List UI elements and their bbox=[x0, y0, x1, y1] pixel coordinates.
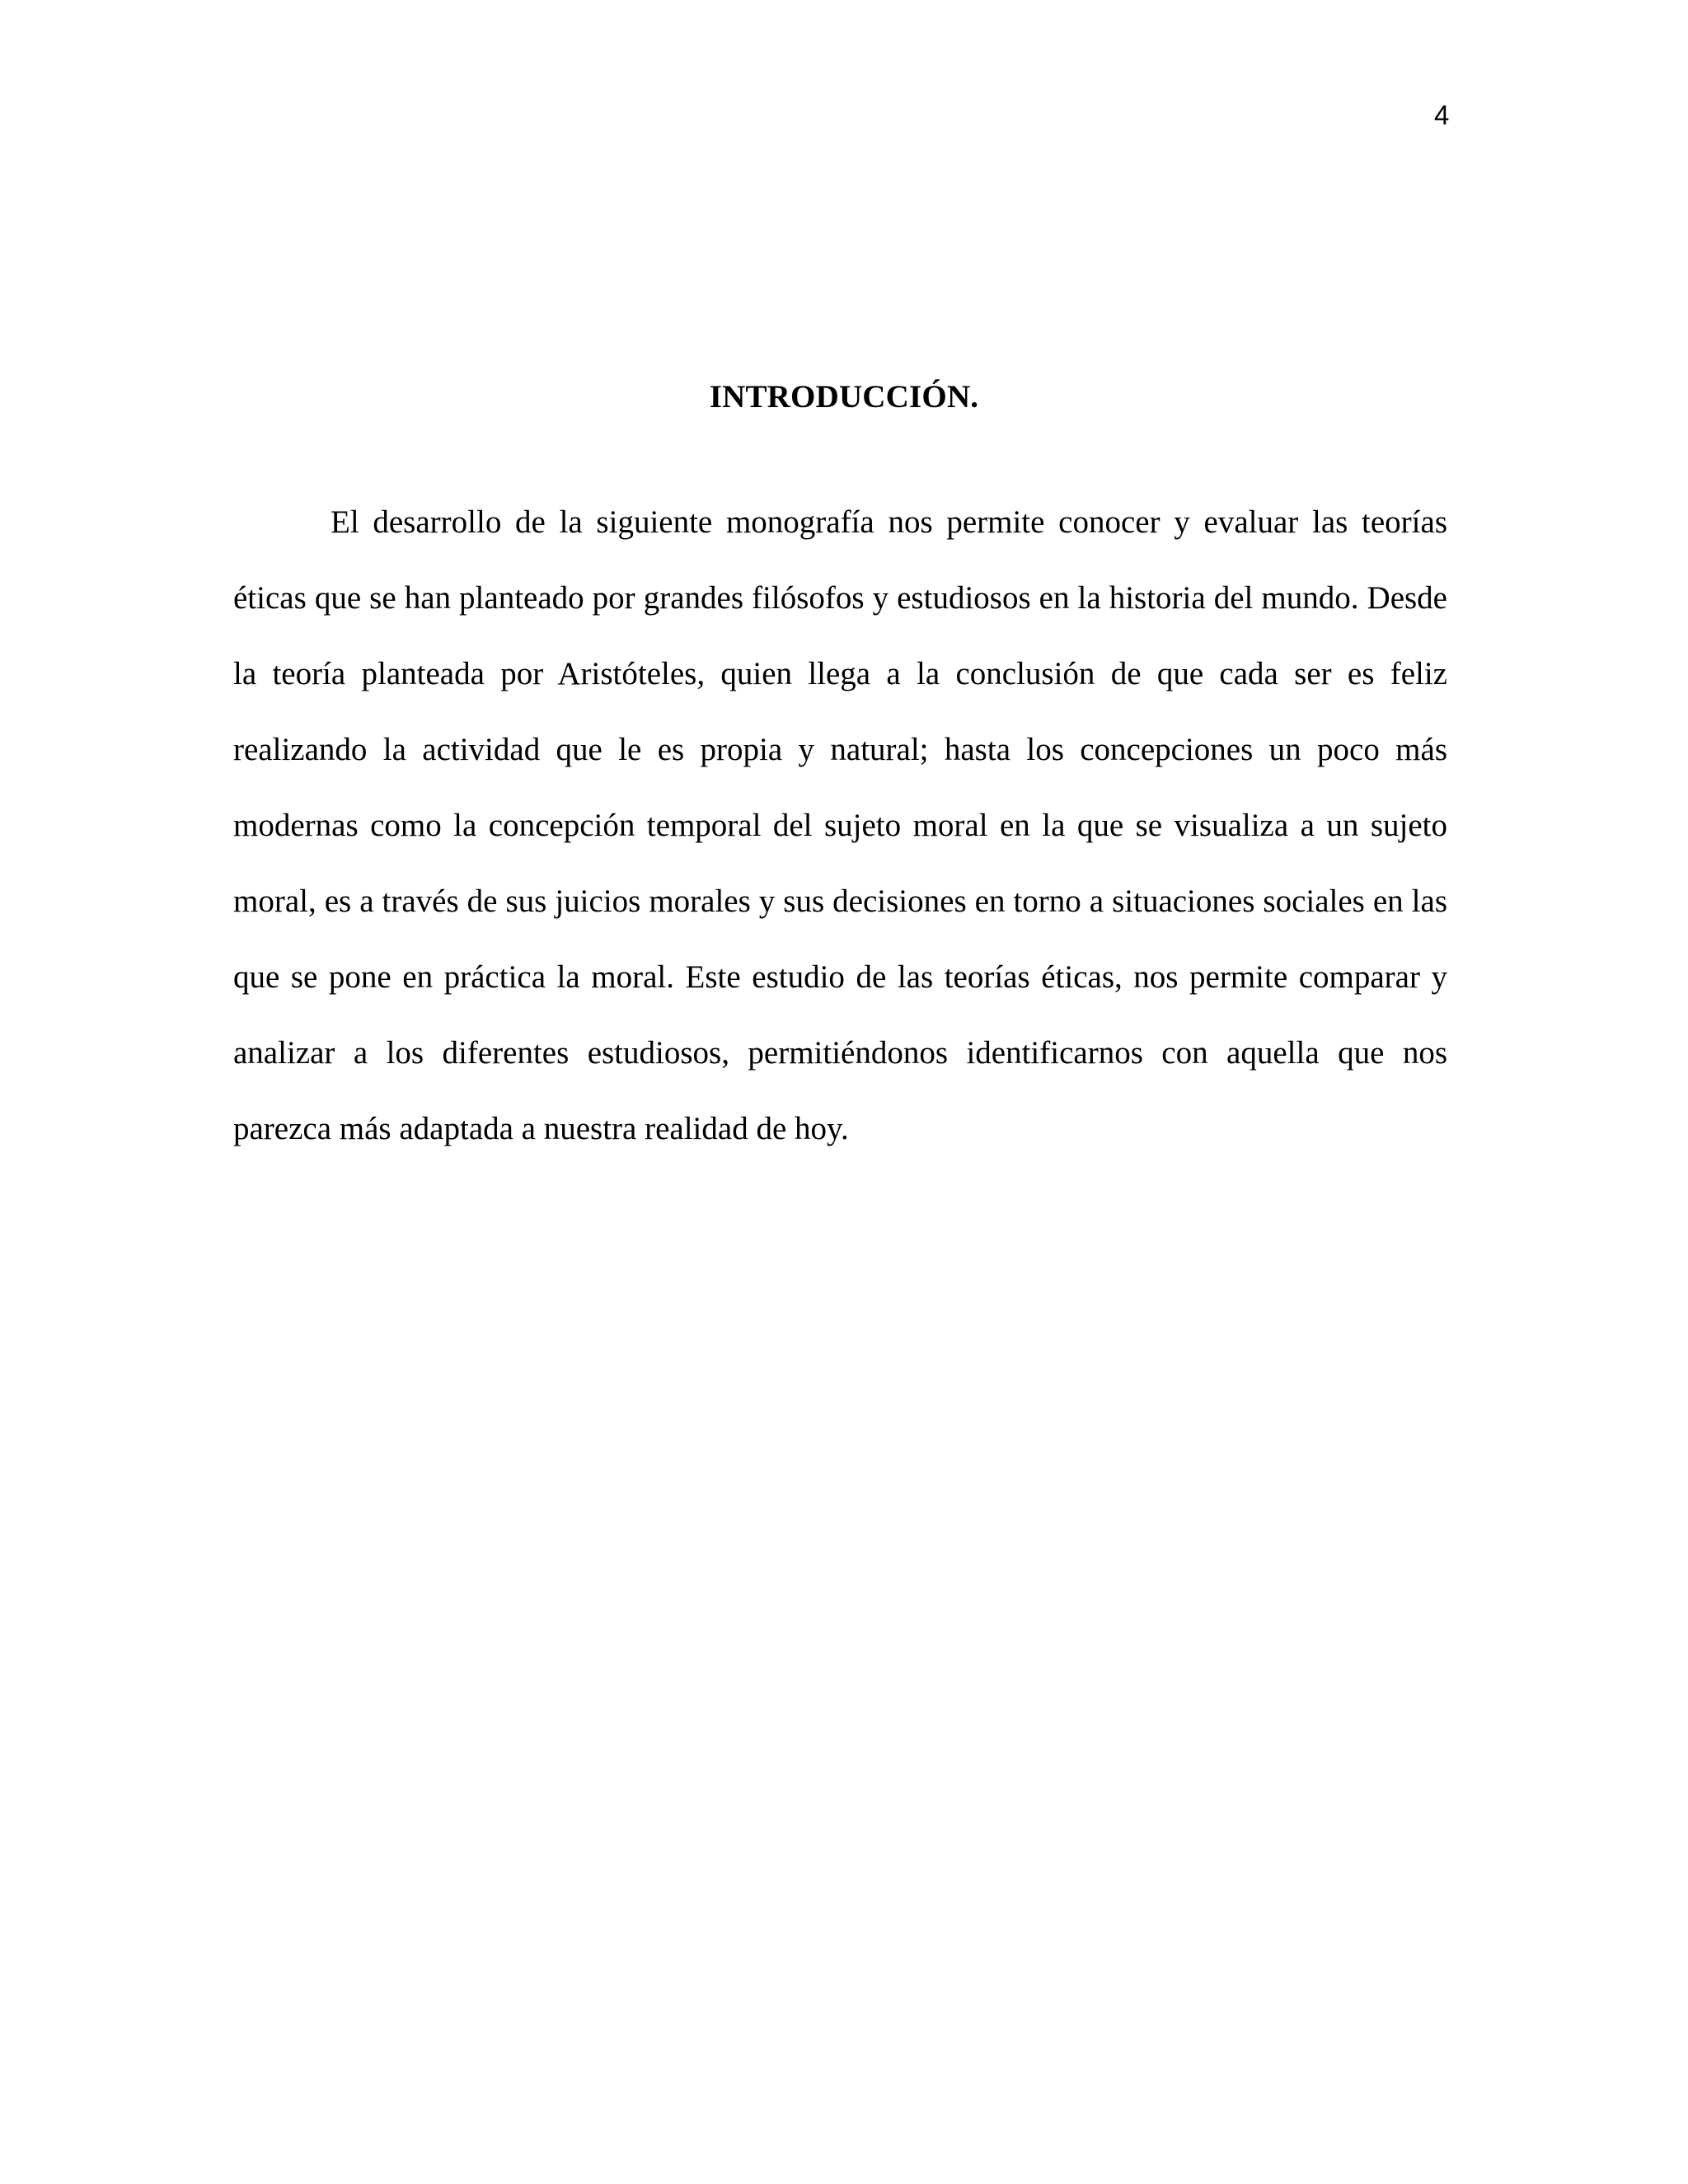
section-heading: INTRODUCCIÓN. bbox=[709, 379, 979, 415]
page-number: 4 bbox=[1434, 100, 1450, 130]
introduction-paragraph: El desarrollo de la siguiente monografía nos permite conocer y evaluar las teorías éticas que se han planteado por grandes filósofos y estudiosos en la historia del mundo. Desde la teoría planteada por Aristóteles, quien llega a la conclusión de que cada ser es feliz realizando la actividad que le es propia y natural; hasta los concepciones un poco más modernas como la concepción temporal del sujeto moral en la que se visualiza a un sujeto moral, es a través de sus juicios morales y sus decisiones en torno a situaciones sociales en las que se pone en práctica la moral. Este estudio de las teorías éticas, nos permite comparar y analizar a los diferentes estudiosos, permitiéndonos identificarnos con aquella que nos parezca más adaptada a nuestra realidad de hoy. bbox=[233, 504, 1447, 1146]
